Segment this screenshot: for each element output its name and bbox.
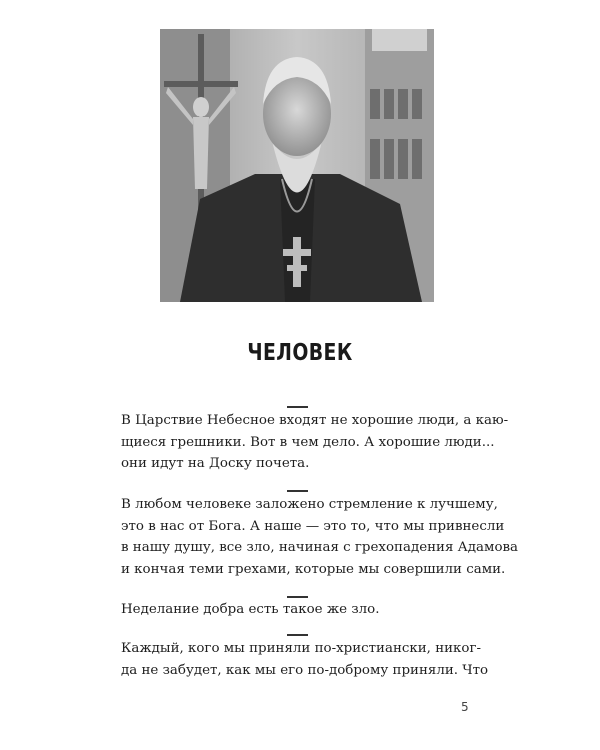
text-line: щиеся грешники. Вот в чем дело. А хорошие люди...: [121, 434, 495, 450]
portrait-photo: [160, 29, 434, 302]
text-line: Неделание добра есть такое же зло.: [121, 602, 380, 617]
paragraph: [121, 410, 509, 475]
paragraph: [121, 494, 519, 580]
text-line: да не забудет, как мы его по-доброму приняли. Что: [121, 662, 489, 678]
text-line: В любом человеке заложено стремление к лучшему,: [121, 497, 498, 512]
paragraph: [121, 599, 474, 621]
text-line: они идут на Доску почета.: [121, 456, 310, 471]
section-divider: [287, 634, 308, 636]
page-title: ЧЕЛОВЕК: [247, 340, 353, 366]
portrait-illustration: [160, 29, 434, 302]
section-divider: [287, 596, 308, 598]
paragraph: [121, 638, 489, 681]
section-divider: [287, 490, 308, 492]
text-line: В Царствие Небесное входят не хорошие люди, а каю-: [121, 413, 509, 428]
page-number: 5: [461, 700, 469, 714]
section-divider: [287, 406, 308, 408]
text-line: и кончая теми грехами, которые мы совершили сами.: [121, 561, 506, 577]
text-line: в нашу душу, все зло, начиная с грехопадения Адамова: [121, 540, 519, 555]
text-line: это в нас от Бога. А наше — это то, что мы привнесли: [121, 518, 505, 534]
text-line: Каждый, кого мы приняли по-христиански, никог-: [121, 641, 482, 656]
